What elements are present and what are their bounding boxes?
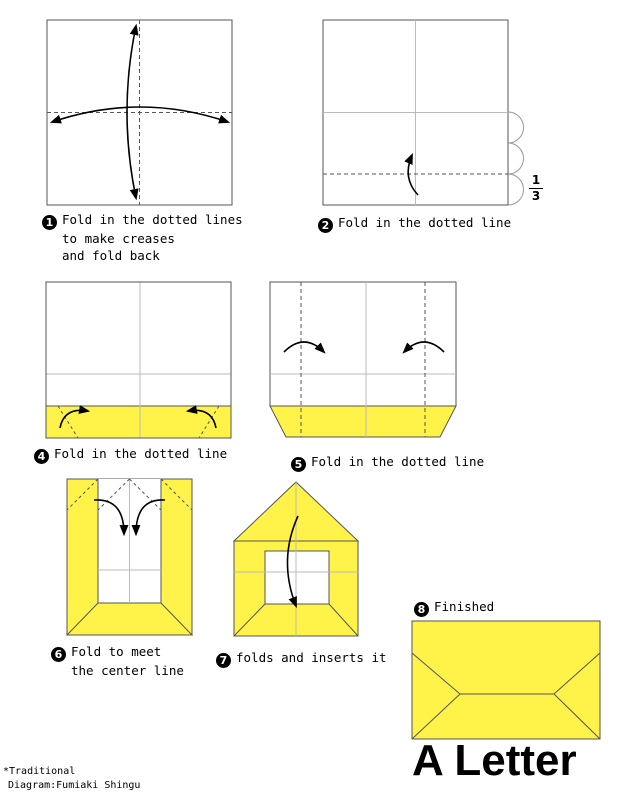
step-2-figure <box>323 20 524 205</box>
step-6-caption <box>51 643 184 679</box>
caption-line: Fold in the dotted line <box>338 215 512 230</box>
step-6-figure <box>67 479 192 635</box>
caption-line: Finished <box>434 599 495 614</box>
credit-line: *Traditional <box>3 766 76 777</box>
caption-line: to make creases <box>62 231 175 246</box>
caption-line: the center line <box>71 663 184 678</box>
fraction-numerator: 1 <box>531 173 541 187</box>
step-2-caption <box>318 214 511 233</box>
step-7-figure <box>234 482 358 636</box>
step-number-badge: 6 <box>51 647 66 662</box>
step-4-figure <box>46 282 231 438</box>
diagram-title: A Letter <box>412 736 577 785</box>
caption-line: Fold in the dotted lines <box>62 212 243 227</box>
credit-line: Diagram:Fumiaki Shingu <box>8 780 141 791</box>
step-number-badge: 7 <box>216 653 231 668</box>
one-third-label <box>529 174 543 203</box>
caption-line: Fold to meet <box>71 644 162 659</box>
step-number-badge: 4 <box>34 449 49 464</box>
step-7-caption <box>216 649 387 668</box>
step-8-caption <box>414 598 494 617</box>
step-number-badge: 2 <box>318 218 333 233</box>
caption-line: folds and inserts it <box>236 650 387 665</box>
step-8-figure <box>412 621 600 739</box>
step-5-figure <box>270 282 456 437</box>
step-4-caption <box>34 445 227 464</box>
step-number-badge: 1 <box>42 215 57 230</box>
step-5-caption <box>291 453 484 472</box>
fraction-denominator: 3 <box>531 189 541 203</box>
caption-line: Fold in the dotted line <box>54 446 228 461</box>
step-1-caption <box>42 211 243 264</box>
caption-line: Fold in the dotted line <box>311 454 485 469</box>
credit-text <box>3 765 140 793</box>
step-1-figure <box>47 20 232 205</box>
caption-line: and fold back <box>62 248 160 263</box>
step-number-badge: 5 <box>291 457 306 472</box>
step-number-badge: 8 <box>414 602 429 617</box>
